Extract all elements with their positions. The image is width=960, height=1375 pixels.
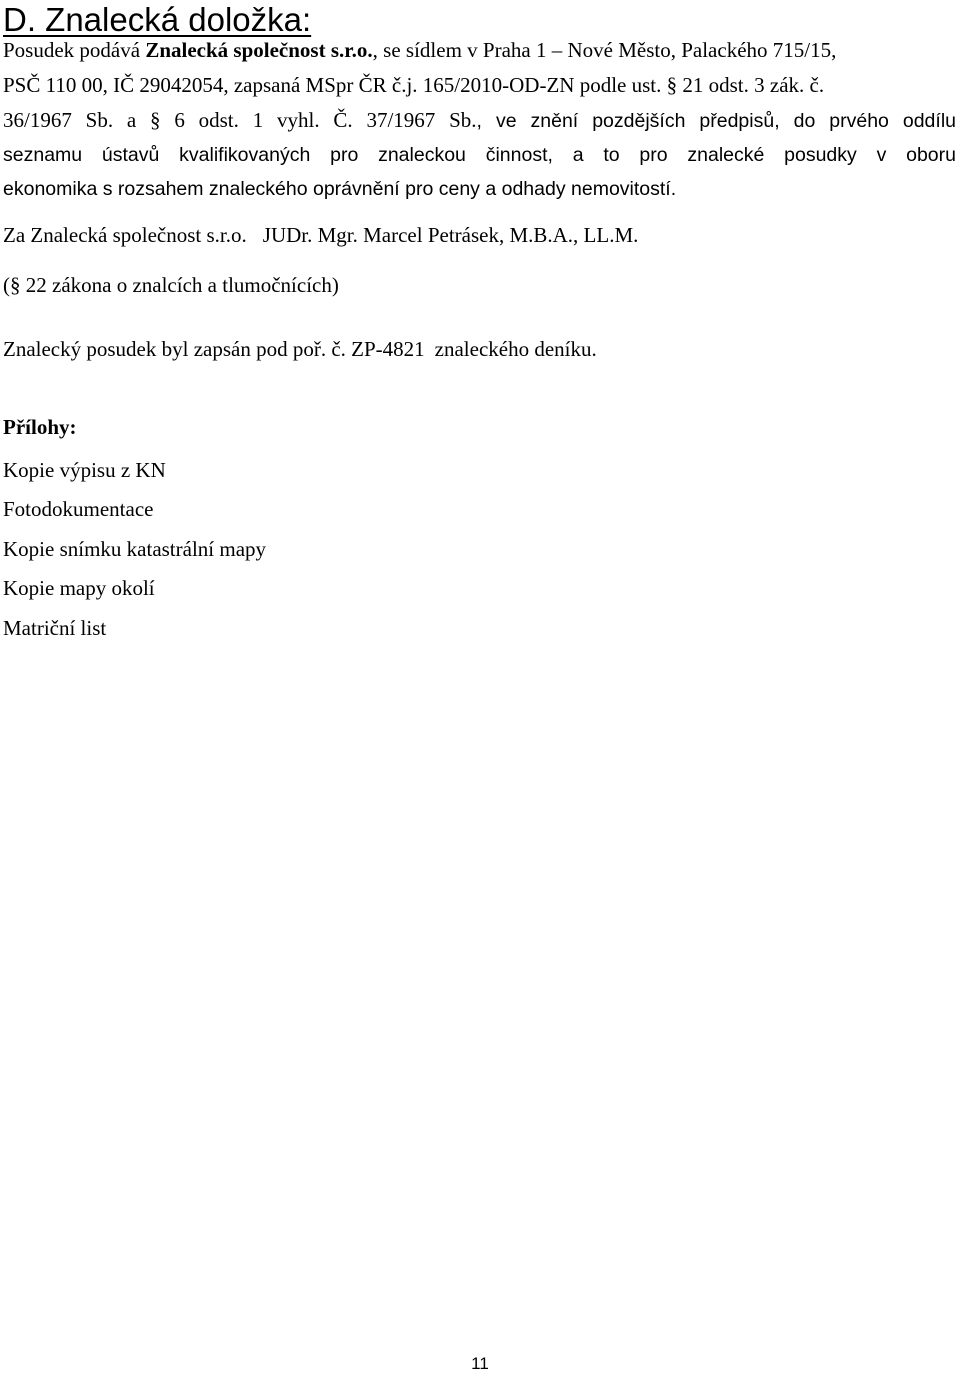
attachments-title: Přílohy:: [3, 415, 77, 439]
attachment-item: Fotodokumentace: [3, 497, 154, 522]
statement-line-4: seznamu ústavů kvalifikovaných pro znaleckou činnost, a to pro znalecké posudky v oboru: [3, 144, 956, 166]
company-address: , se sídlem v Praha 1 – Nové Město, Palackého 715/15,: [372, 38, 837, 62]
statement-line-5: ekonomika s rozsahem znaleckého oprávnění pro ceny a odhady nemovitostí.: [3, 178, 677, 200]
attachment-item: Matriční list: [3, 615, 107, 640]
page-number: 11: [471, 1354, 489, 1373]
attachment-item: Kopie mapy okolí: [3, 576, 155, 601]
statement-line-2: PSČ 110 00, IČ 29042054, zapsaná MSpr ČR č.j. 165/2010-OD-ZN podle ust. § 21 odst. 3 zák. č.: [3, 73, 825, 97]
attachment-item: Kopie snímku katastrální mapy: [3, 536, 267, 561]
signature-company: Za Znalecká společnost s.r.o.: [3, 223, 247, 247]
section-heading-text: D. Znalecká doložka:: [3, 1, 312, 38]
signature-line: [3, 220, 638, 250]
statement-line-3: [3, 105, 956, 136]
registry-number: Znalecký posudek byl zapsán pod poř. č. ZP-4821: [3, 337, 425, 361]
statement-line-1: [3, 35, 836, 65]
registry-suffix: znaleckého deníku.: [434, 337, 597, 361]
signature-person: JUDr. Mgr. Marcel Petrásek, M.B.A., LL.M.: [262, 223, 639, 247]
statement-intro: Posudek podává: [3, 38, 146, 62]
attachment-item: Kopie výpisu z KN: [3, 458, 166, 482]
registry-line: [3, 334, 597, 364]
attachments-list: [3, 451, 266, 648]
law-reference: (§ 22 zákona o znalcích a tlumočnících): [3, 273, 339, 297]
company-name: Znalecká společnost s.r.o.: [145, 38, 373, 62]
legal-basis: 36/1967 Sb. a § 6 odst. 1 vyhl. Č. 37/1967 Sb.: [3, 108, 477, 132]
legal-basis-continued: , ve znění pozdějších předpisů, do prvého oddílu: [476, 110, 956, 132]
section-heading: [3, 0, 311, 40]
